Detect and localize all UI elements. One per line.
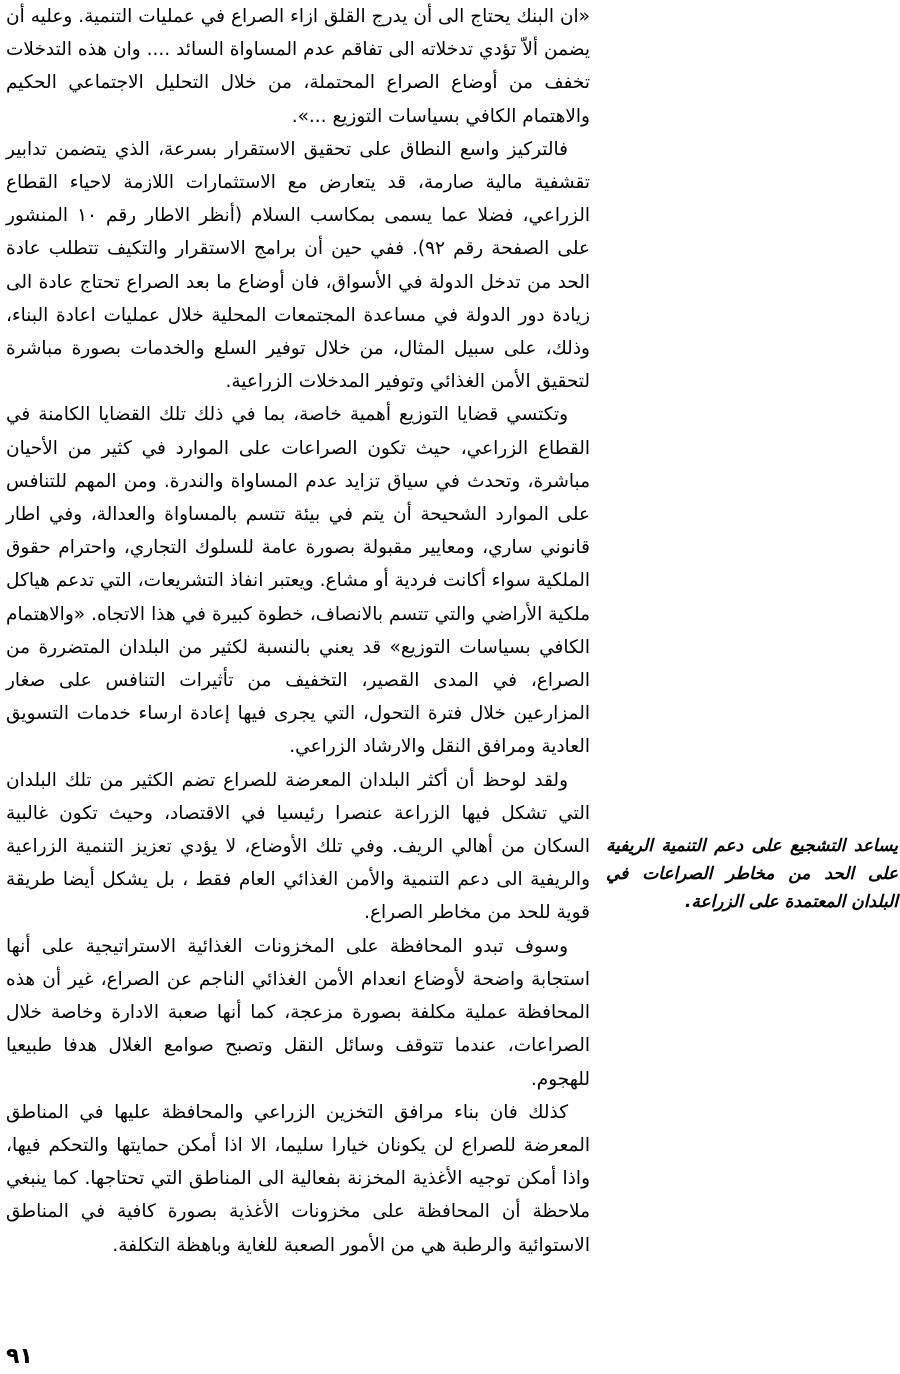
paragraph-stabilization: فالتركيز واسع النطاق على تحقيق الاستقرار بسرعة، الذي يتضمن تدابير تقشفية مالية صارمة، قد يتعارض مع الاستثمارات اللازمة لاحياء القطاع الزراعي، فضلا عما يسمى بمكاسب السلام (أنظر الاطار رقم ١٠ المنشور على الصفحة رقم ٩٢). ففي حين أن برامج الاستقرار والتكيف تتطلب عادة الحد من تدخل الدولة في الأسواق، فان أوضاع ما بعد الصراع تحتاج عادة الى زيادة دور الدولة في مساعدة المجتمعات المحلية خلال عمليات اعادة البناء، وذلك، على سبيل المثال، من خلال توفير السلع والخدمات بصورة مباشرة لتحقيق الأمن الغذائي وتوفير المدخلات الزراعية. [6,138,590,393]
main-text-column [6,0,590,1262]
paragraph-distribution: وتكتسي قضايا التوزيع أهمية خاصة، بما في ذلك تلك القضايا الكامنة في القطاع الزراعي، حيث تكون الصراعات على الموارد في كثير من الأحيان مباشرة، وتحدث في سياق تزايد عدم المساواة والندرة. ومن المهم للتنافس على الموارد الشحيحة أن يتم في بيئة تتسم بالمساواة والعدالة، وفي اطار قانوني ساري، ومعايير مقبولة بصورة عامة للسلوك التجاري، واحترام حقوق الملكية سواء أكانت فردية أو مشاع. ويعتبر انفاذ التشريعات، التي تدعم هياكل ملكية الأراضي والتي تتسم بالانصاف، خطوة كبيرة في هذا الاتجاه. «والاهتمام الكافي بسياسات التوزيع» قد يعني بالنسبة لكثير من البلدان المتضررة من الصراع، في المدى القصير، التخفيف من تأثيرات التنافس على صغار المزارعين خلال فترة التحول، التي يجرى فيها إعادة ارساء خدمات التسويق العادية ومرافق النقل والارشاد الزراعي. [6,404,590,758]
paragraph-storage-facilities: كذلك فان بناء مرافق التخزين الزراعي والمحافظة عليها في المناطق المعرضة للصراع لن يكونان خيارا سليما، الا اذا أمكن حمايتها والتحكم فيها، واذا أمكن توجيه الأغذية المخزنة بفعالية الى المناطق التي تحتاجها. كما ينبغي ملاحظة أن المحافظة على مخزونات الأغذية بصورة كافية في المناطق الاستوائية والرطبة هي من الأمور الصعبة للغاية وباهظة التكلفة. [6,1101,590,1256]
paragraph-quote: «ان البنك يحتاج الى أن يدرج القلق ازاء الصراع في عمليات التنمية. وعليه أن يضمن ألاّ تؤدي تدخلاته الى تفاقم عدم المساواة السائد .... وان هذه التدخلات تخفف من أوضاع الصراع المحتملة، من خلال التحليل الاجتماعي الحكيم والاهتمام الكافي بسياسات التوزيع ...». [6,6,590,127]
margin-note: يساعد التشجيع على دعم التنمية الريفية على الحد من مخاطر الصراعات في البلدان المعتمدة على الزراعة. [606,836,898,912]
paragraph-agriculture-conflict: ولقد لوحظ أن أكثر البلدان المعرضة للصراع تضم الكثير من تلك البلدان التي تشكل فيها الزراعة عنصرا رئيسيا في الاقتصاد، وحيث تكون غالبية السكان من أهالي الريف. وفي تلك الأوضاع، لا يؤدي تعزيز التنمية الزراعية والريفية الى دعم التنمية والأمن الغذائي العام فقط ، بل يشكل أيضا طريقة قوية للحد من مخاطر الصراع. [6,769,590,924]
page-number: ٩١ [6,1344,33,1369]
paragraph-food-stocks: وسوف تبدو المحافظة على المخزونات الغذائية الاستراتيجية على أنها استجابة واضحة لأوضاع انعدام الأمن الغذائي الناجم عن الصراع، غير أن هذه المحافظة عملية مكلفة بصورة مزعجة، كما أنها صعبة الادارة وخاصة خلال الصراعات، عندما تتوقف وسائل النقل وتصبح صوامع الغلال هدفا طبيعيا للهجوم. [6,935,590,1090]
